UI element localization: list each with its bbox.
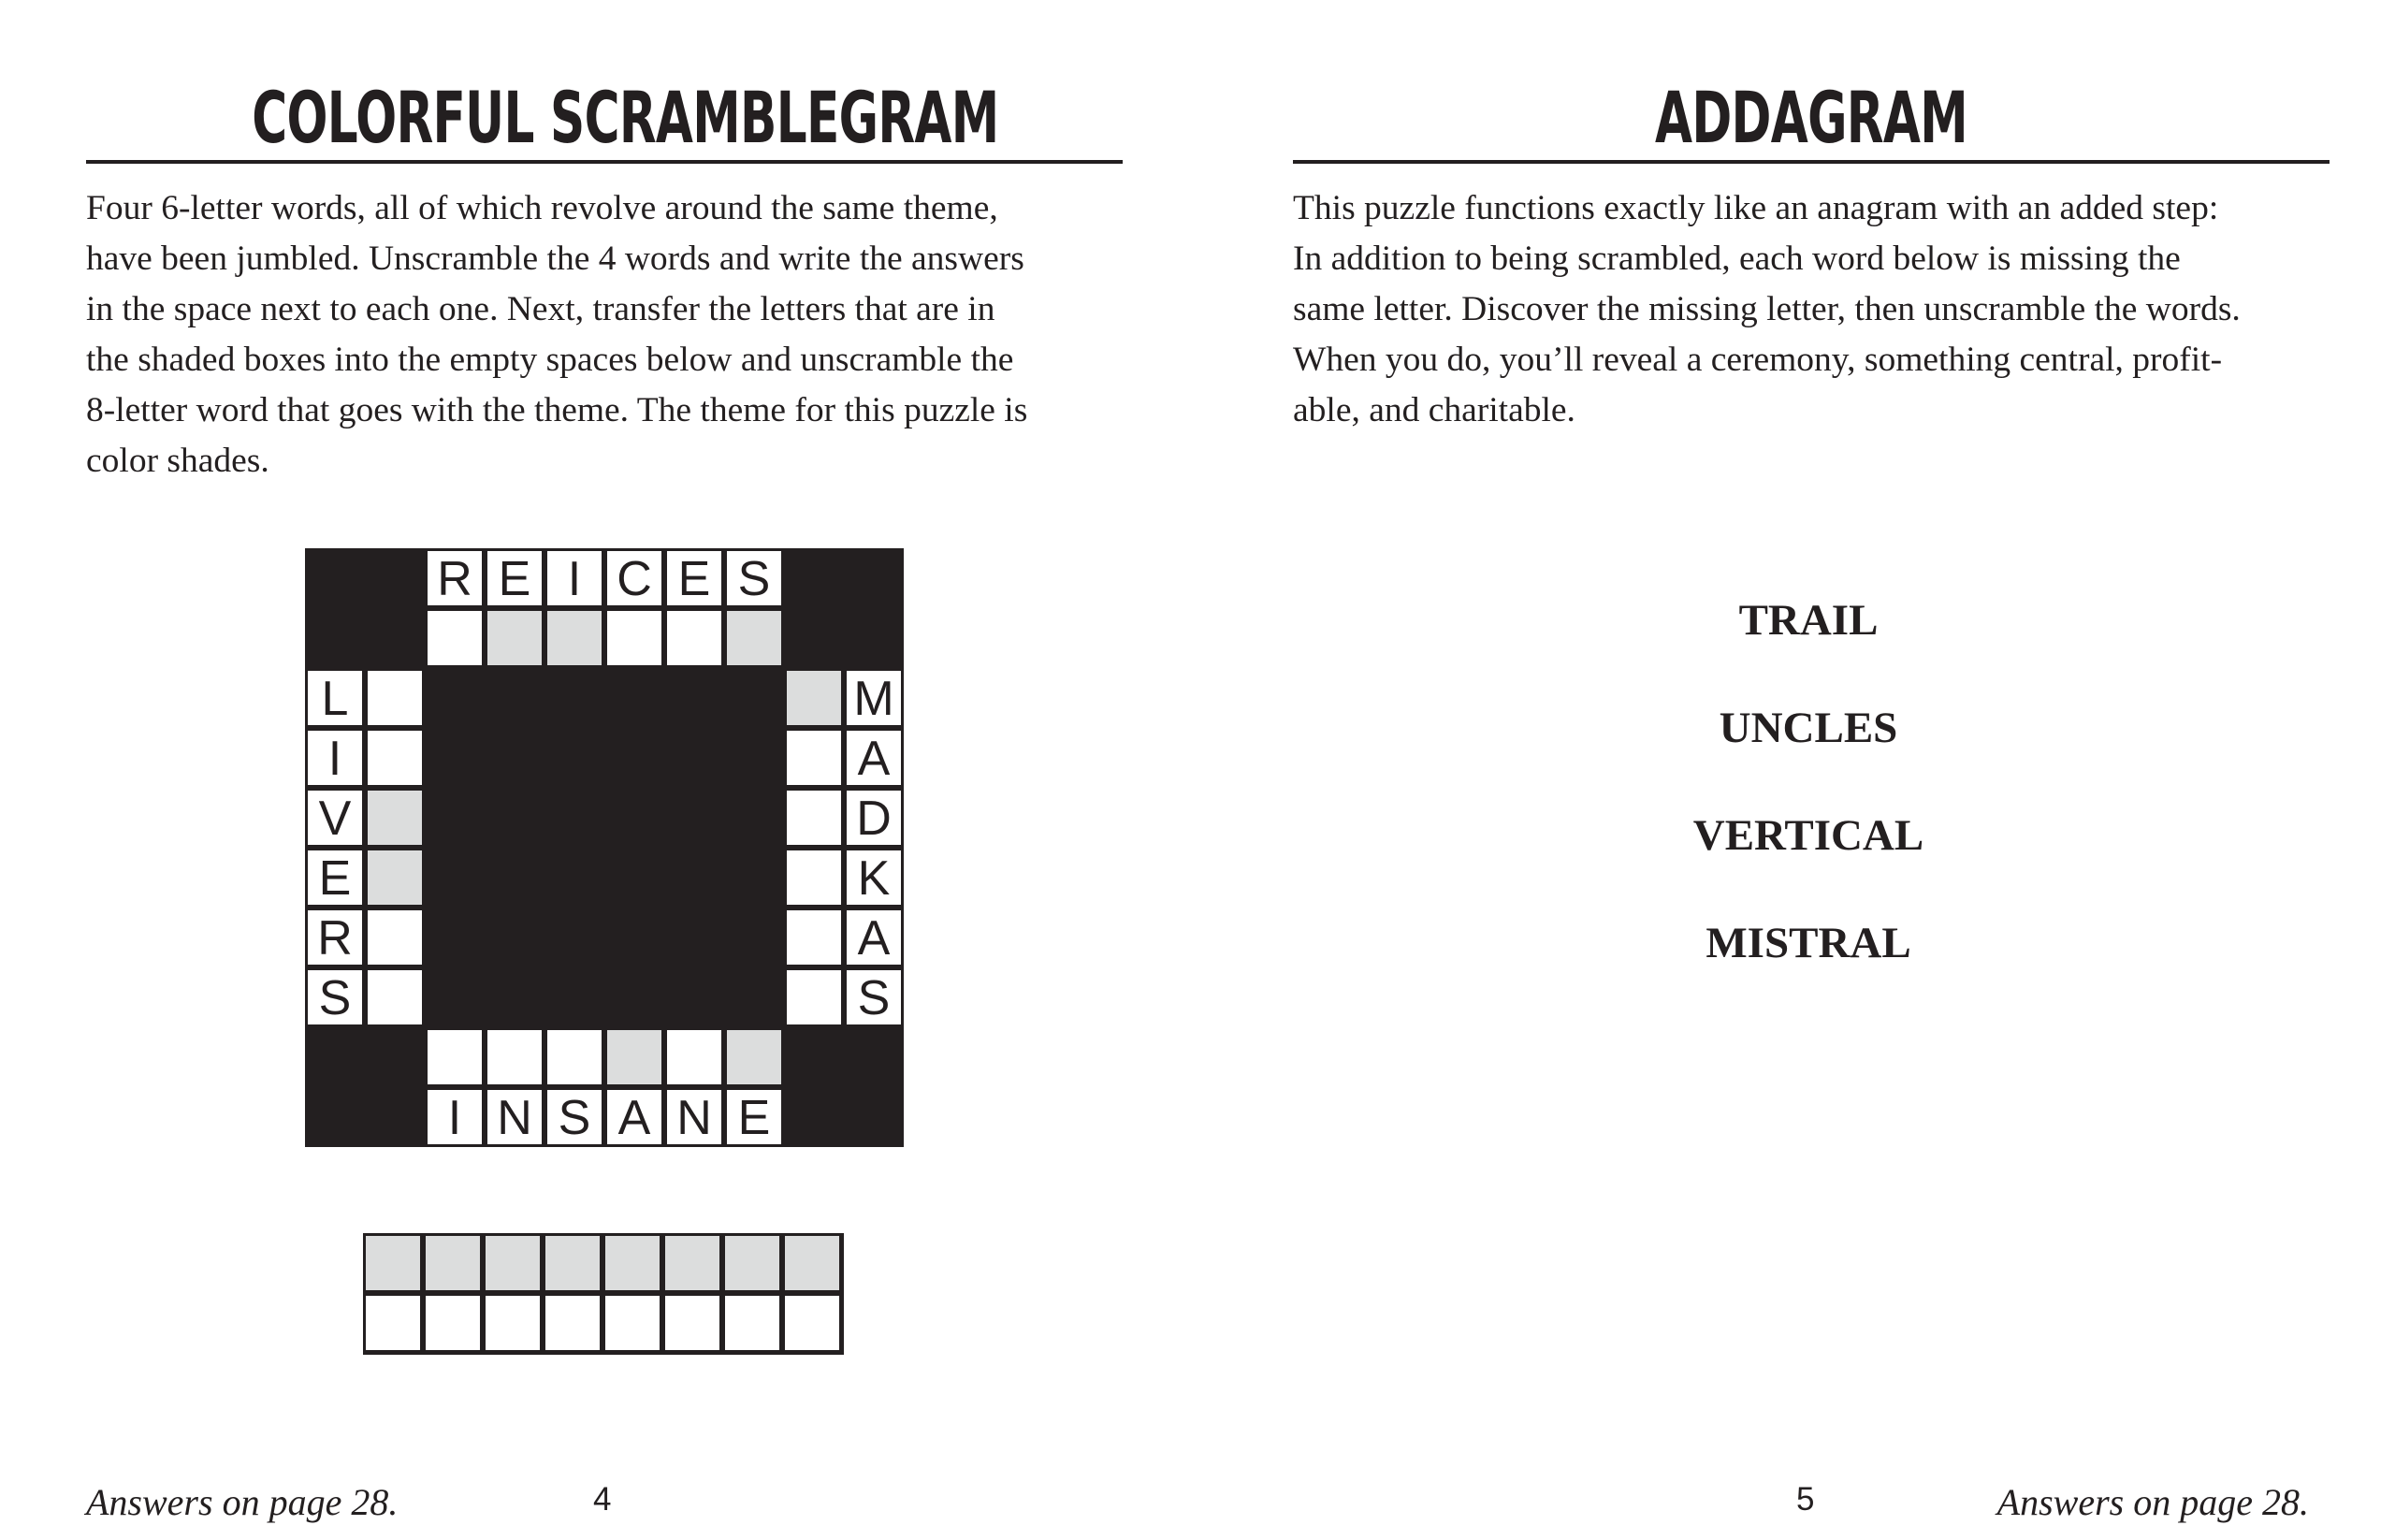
bottom-word-letter: E bbox=[724, 1087, 784, 1147]
right-answer-cell[interactable] bbox=[784, 908, 844, 967]
right-answer-cell-shaded[interactable] bbox=[784, 668, 844, 728]
final-answer-box[interactable] bbox=[662, 1293, 722, 1353]
right-answer-cell[interactable] bbox=[784, 848, 844, 908]
bottom-word-letter: N bbox=[485, 1087, 544, 1147]
top-word-letter: R bbox=[425, 548, 485, 608]
instruction-line: Four 6-letter words, all of which revolve around the same theme, bbox=[86, 189, 998, 227]
bottom-word-letter: A bbox=[604, 1087, 664, 1147]
bottom-word-letter: N bbox=[664, 1087, 724, 1147]
instruction-line: in the space next to each one. Next, transfer the letters that are in bbox=[86, 290, 995, 328]
left-answer-cell[interactable] bbox=[365, 728, 425, 788]
answers-reference: Answers on page 28. bbox=[86, 1481, 399, 1523]
right-word-letter: M bbox=[844, 668, 904, 728]
top-answer-cell-shaded[interactable] bbox=[485, 608, 544, 668]
instruction-line: able, and charitable. bbox=[1293, 391, 1575, 429]
answers-reference: Answers on page 28. bbox=[1996, 1481, 2309, 1523]
top-word-letter: C bbox=[604, 548, 664, 608]
shaded-letter-box[interactable] bbox=[363, 1233, 423, 1293]
bottom-answer-cell[interactable] bbox=[485, 1027, 544, 1087]
left-answer-cell[interactable] bbox=[365, 967, 425, 1027]
right-word-letter: K bbox=[844, 848, 904, 908]
addagram-word: VERTICAL bbox=[1692, 811, 1924, 860]
right-page bbox=[1198, 0, 2395, 1540]
instruction-line: have been jumbled. Unscramble the 4 words and write the answers bbox=[86, 240, 1024, 278]
right-word-letter: A bbox=[844, 908, 904, 967]
shaded-letter-box[interactable] bbox=[602, 1233, 662, 1293]
top-answer-cell[interactable] bbox=[604, 608, 664, 668]
shaded-letter-box[interactable] bbox=[782, 1233, 842, 1293]
top-word-letter: I bbox=[544, 548, 604, 608]
bottom-answer-cell[interactable] bbox=[664, 1027, 724, 1087]
title-rule bbox=[86, 160, 1123, 164]
page-number: 4 bbox=[593, 1481, 612, 1518]
shaded-letter-box[interactable] bbox=[423, 1233, 483, 1293]
instruction-line: When you do, you’ll reveal a ceremony, something central, profit- bbox=[1293, 341, 2223, 379]
instructions bbox=[86, 183, 1126, 487]
right-word-letter: S bbox=[844, 967, 904, 1027]
instruction-line: the shaded boxes into the empty spaces below and unscramble the bbox=[86, 341, 1014, 379]
instruction-line: color shades. bbox=[86, 442, 269, 480]
instruction-line: 8-letter word that goes with the theme. The theme for this puzzle is bbox=[86, 391, 1028, 429]
bottom-word-letter: S bbox=[544, 1087, 604, 1147]
final-answer-box[interactable] bbox=[722, 1293, 782, 1353]
bottom-word-letter: I bbox=[425, 1087, 485, 1147]
shaded-letter-box[interactable] bbox=[662, 1233, 722, 1293]
right-word-letter: A bbox=[844, 728, 904, 788]
shaded-letter-box[interactable] bbox=[543, 1233, 602, 1293]
final-answer-box[interactable] bbox=[363, 1293, 423, 1353]
left-word-letter: V bbox=[305, 788, 365, 848]
left-word-letter: I bbox=[305, 728, 365, 788]
bottom-answer-cell-shaded[interactable] bbox=[724, 1027, 784, 1087]
bottom-answer-cell[interactable] bbox=[544, 1027, 604, 1087]
final-answer-box[interactable] bbox=[602, 1293, 662, 1353]
right-answer-cell[interactable] bbox=[784, 967, 844, 1027]
final-answer-box[interactable] bbox=[483, 1293, 543, 1353]
addagram-word: MISTRAL bbox=[1706, 919, 1911, 967]
top-answer-cell[interactable] bbox=[664, 608, 724, 668]
left-word-letter: R bbox=[305, 908, 365, 967]
right-word-letter: D bbox=[844, 788, 904, 848]
instruction-line: In addition to being scrambled, each word below is missing the bbox=[1293, 240, 2181, 278]
scramblegram-grid bbox=[305, 548, 904, 1147]
final-answer-box[interactable] bbox=[423, 1293, 483, 1353]
left-answer-cell[interactable] bbox=[365, 908, 425, 967]
page-number: 5 bbox=[1796, 1481, 1815, 1518]
right-answer-cell[interactable] bbox=[784, 788, 844, 848]
left-word-letter: E bbox=[305, 848, 365, 908]
top-answer-cell-shaded[interactable] bbox=[544, 608, 604, 668]
page-title: ADDAGRAM bbox=[1654, 76, 1967, 159]
top-word-letter: S bbox=[724, 548, 784, 608]
left-answer-cell-shaded[interactable] bbox=[365, 788, 425, 848]
instruction-line: This puzzle functions exactly like an anagram with an added step: bbox=[1293, 189, 2219, 227]
final-answer-box[interactable] bbox=[782, 1293, 842, 1353]
bottom-answer-cell-shaded[interactable] bbox=[604, 1027, 664, 1087]
top-word-letter: E bbox=[664, 548, 724, 608]
bottom-answer-cell[interactable] bbox=[425, 1027, 485, 1087]
right-answer-cell[interactable] bbox=[784, 728, 844, 788]
left-answer-cell[interactable] bbox=[365, 668, 425, 728]
top-word-letter: E bbox=[485, 548, 544, 608]
addagram-word: TRAIL bbox=[1738, 596, 1879, 645]
final-answer-boxes bbox=[363, 1233, 844, 1355]
shaded-letter-box[interactable] bbox=[722, 1233, 782, 1293]
final-answer-box[interactable] bbox=[543, 1293, 602, 1353]
title-rule bbox=[1293, 160, 2330, 164]
top-answer-cell-shaded[interactable] bbox=[724, 608, 784, 668]
left-word-letter: L bbox=[305, 668, 365, 728]
top-answer-cell[interactable] bbox=[425, 608, 485, 668]
addagram-word: UNCLES bbox=[1719, 704, 1898, 752]
instructions bbox=[1293, 183, 2341, 436]
left-word-letter: S bbox=[305, 967, 365, 1027]
page-title: COLORFUL SCRAMBLEGRAM bbox=[252, 76, 999, 159]
instruction-line: same letter. Discover the missing letter, then unscramble the words. bbox=[1293, 290, 2241, 328]
shaded-letter-box[interactable] bbox=[483, 1233, 543, 1293]
left-answer-cell-shaded[interactable] bbox=[365, 848, 425, 908]
